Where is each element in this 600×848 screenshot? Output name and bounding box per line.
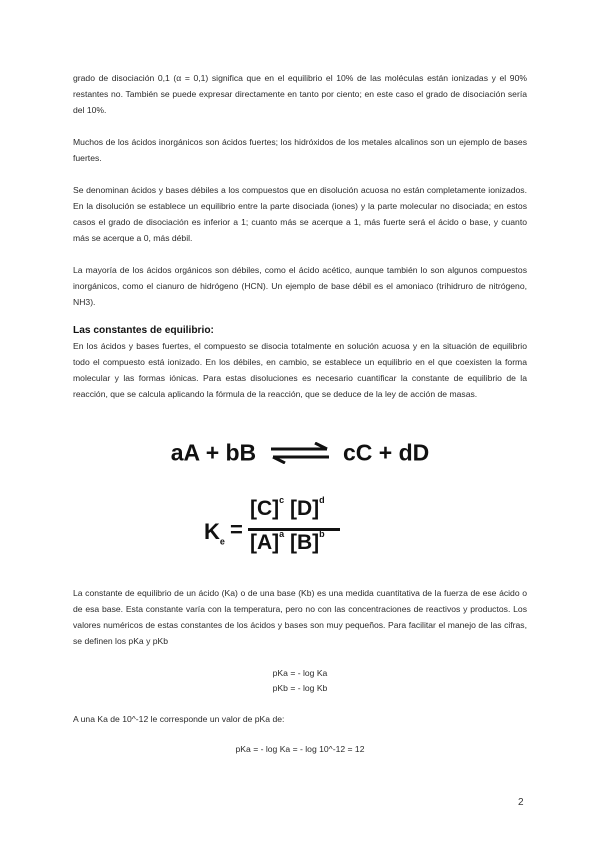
- formula-example: pKa = - log Ka = - log 10^-12 = 12: [235, 744, 365, 754]
- section-heading: Las constantes de equilibrio:: [73, 325, 214, 336]
- paragraph-degree-of-dissociation: grado de disociación 0,1 (α = 0,1) significa que en el equilibrio el 10% de las moléculas están ionizadas y el 90% restantes no. También se puede expresar directamente en tanto por ciento; en este caso el grado de disociación sería del 10%.: [73, 73, 527, 115]
- paragraph-weak-acids-bases: Se denominan ácidos y bases débiles a los compuestos que en disolución acuosa no están completamente ionizados. En la disolución se establece un equilibrio entre la parte disociada (iones) y la parte molecular no disociada; en estos casos el grado de disociación es inferior a 1; cuanto más se acerque a 1, más fuerte será el ácido o base, y cuanto más se acerque a 0, más débil.: [73, 185, 527, 243]
- equilibrium-constant-formula: [204, 497, 364, 567]
- paragraph-ka-kb: La constante de equilibrio de un ácido (Ka) o de una base (Kb) es una medida cuantitativa de la fuerza de ese ácido o de esa base. Esta constante varía con la temperatura, pero no con las concentraciones de reactivos y productos. Los valores numéricos de estas constantes de los ácidos y bases son muy pequeños. Para facilitar el manejo de las cifras, se definen los pKa y pKb: [73, 588, 527, 646]
- formula-pka: pKa = - log Ka: [272, 668, 328, 678]
- page-number: 2: [518, 797, 524, 808]
- paragraph-example-intro: A una Ka de 10^-12 le corresponde un valor de pKa de:: [73, 714, 285, 724]
- paragraph-strong-acids: Muchos de los ácidos inorgánicos son ácidos fuertes; los hidróxidos de los metales alcalinos son un ejemplo de bases fuertes.: [73, 137, 527, 163]
- equilibrium-arrows-icon: [269, 442, 331, 464]
- ke-numerator: $[C]^c$ $[D]^d$: [250, 495, 325, 520]
- ke-equals: =: [230, 517, 243, 542]
- reaction-reactants: aA + bB: [170, 439, 257, 466]
- paragraph-equilibrium-intro: En los ácidos y bases fuertes, el compuesto se disocia totalmente en solución acuosa y en la situación de equilibrio todo el compuesto está ionizado. En los débiles, en cambio, se establece un equilibrio en el que coexisten la forma molecular y las formas iónicas. Para estas disoluciones es necesario cuantificar la constante de equilibrio de la reacción, que se calcula aplicando la fórmula de la reacción, que se deduce de la ley de acción de masas.: [73, 341, 527, 399]
- paragraph-organic-acids: La mayoría de los ácidos orgánicos son débiles, como el ácido acético, aunque también lo son algunos compuestos inorgánicos, como el cianuro de hidrógeno (HCN). Un ejemplo de base débil es el amoniaco (trihidruro de nitrógeno, NH3).: [73, 265, 527, 307]
- formula-pkb: pKb = - log Kb: [272, 683, 328, 693]
- reaction-equation: [0, 438, 600, 466]
- reaction-products: cC + dD: [342, 439, 430, 466]
- ke-symbol: $K_e$: [204, 519, 225, 547]
- ke-denominator: $[A]^a$ $[B]^b$: [250, 529, 325, 554]
